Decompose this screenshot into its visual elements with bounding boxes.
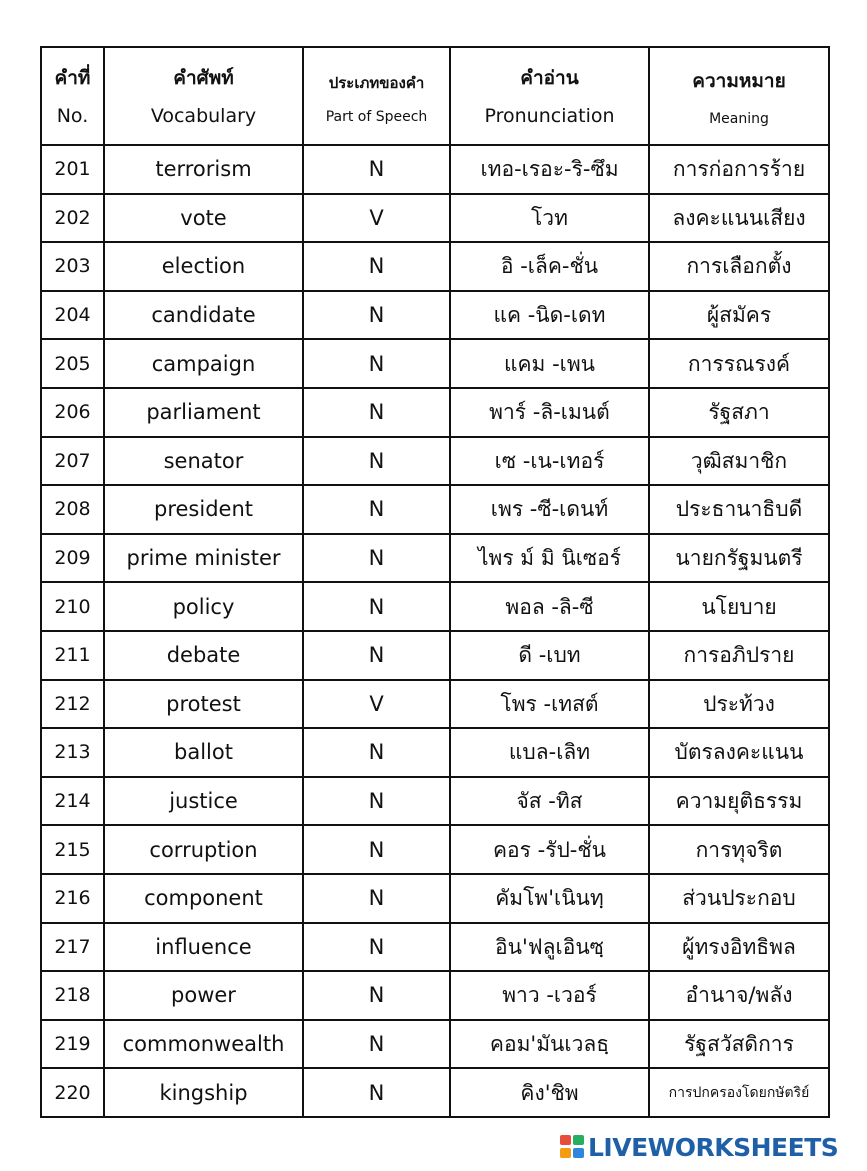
row-number: 219	[41, 1020, 104, 1069]
row-vocabulary: parliament	[104, 388, 303, 437]
row-meaning: รัฐสวัสดิการ	[649, 1020, 829, 1069]
row-pronunciation: ดี -เบท	[450, 631, 649, 680]
row-number: 215	[41, 825, 104, 874]
row-meaning: การก่อการร้าย	[649, 145, 829, 194]
row-pronunciation: อิน'ฟลูเอินซฺ	[450, 923, 649, 972]
row-part-of-speech: N	[303, 971, 450, 1020]
row-meaning: นายกรัฐมนตรี	[649, 534, 829, 583]
row-vocabulary: senator	[104, 437, 303, 486]
row-pronunciation: คอม'มันเวลธฺ	[450, 1020, 649, 1069]
row-pronunciation: ไพร ม์ มิ นิเซอร์	[450, 534, 649, 583]
row-part-of-speech: V	[303, 680, 450, 729]
table-row	[41, 728, 829, 777]
row-vocabulary: candidate	[104, 291, 303, 340]
row-pronunciation: เซ -เน-เทอร์	[450, 437, 649, 486]
row-number: 204	[41, 291, 104, 340]
row-part-of-speech: N	[303, 339, 450, 388]
row-pronunciation: พาร์ -ลิ-เมนต์	[450, 388, 649, 437]
row-part-of-speech: N	[303, 728, 450, 777]
table-row	[41, 534, 829, 583]
row-number: 214	[41, 777, 104, 826]
row-vocabulary: vote	[104, 194, 303, 243]
row-part-of-speech: N	[303, 582, 450, 631]
row-pronunciation: พอล -ลิ-ซี	[450, 582, 649, 631]
table-row	[41, 680, 829, 729]
liveworksheets-logo	[560, 1133, 838, 1161]
row-number: 209	[41, 534, 104, 583]
row-number: 216	[41, 874, 104, 923]
row-number: 206	[41, 388, 104, 437]
row-part-of-speech: N	[303, 291, 450, 340]
row-meaning: การปกครองโดยกษัตริย์	[649, 1068, 829, 1117]
table-row	[41, 825, 829, 874]
row-vocabulary: commonwealth	[104, 1020, 303, 1069]
table-row	[41, 874, 829, 923]
row-pronunciation: แค -นิด-เดท	[450, 291, 649, 340]
row-vocabulary: kingship	[104, 1068, 303, 1117]
table-row	[41, 339, 829, 388]
row-number: 201	[41, 145, 104, 194]
row-meaning: ผู้สมัคร	[649, 291, 829, 340]
row-meaning: ประธานาธิบดี	[649, 485, 829, 534]
row-number: 211	[41, 631, 104, 680]
row-meaning: ความยุติธรรม	[649, 777, 829, 826]
row-vocabulary: election	[104, 242, 303, 291]
row-pronunciation: เพร -ซี-เดนท์	[450, 485, 649, 534]
table-row	[41, 194, 829, 243]
row-part-of-speech: N	[303, 485, 450, 534]
row-vocabulary: debate	[104, 631, 303, 680]
row-vocabulary: protest	[104, 680, 303, 729]
row-pronunciation: โวท	[450, 194, 649, 243]
header-number: คำที่ No.	[41, 47, 104, 145]
row-meaning: ผู้ทรงอิทธิพล	[649, 923, 829, 972]
row-number: 218	[41, 971, 104, 1020]
row-part-of-speech: N	[303, 437, 450, 486]
row-pronunciation: คิง'ชิพ	[450, 1068, 649, 1117]
row-number: 217	[41, 923, 104, 972]
row-pronunciation: แคม -เพน	[450, 339, 649, 388]
liveworksheets-icon	[560, 1135, 586, 1159]
header-vocabulary: คำศัพท์ Vocabulary	[104, 47, 303, 145]
row-vocabulary: justice	[104, 777, 303, 826]
row-number: 207	[41, 437, 104, 486]
row-pronunciation: แบล-เลิท	[450, 728, 649, 777]
row-part-of-speech: N	[303, 145, 450, 194]
row-pronunciation: จัส -ทิส	[450, 777, 649, 826]
row-number: 202	[41, 194, 104, 243]
row-part-of-speech: N	[303, 825, 450, 874]
row-meaning: อำนาจ/พลัง	[649, 971, 829, 1020]
header-meaning: ความหมาย Meaning	[649, 47, 829, 145]
row-meaning: การเลือกตั้ง	[649, 242, 829, 291]
row-meaning: บัตรลงคะแนน	[649, 728, 829, 777]
row-number: 203	[41, 242, 104, 291]
table-row	[41, 145, 829, 194]
row-meaning: ส่วนประกอบ	[649, 874, 829, 923]
row-vocabulary: terrorism	[104, 145, 303, 194]
table-row	[41, 582, 829, 631]
row-part-of-speech: N	[303, 534, 450, 583]
table-body	[41, 145, 829, 1117]
row-meaning: ประท้วง	[649, 680, 829, 729]
table-row	[41, 437, 829, 486]
row-part-of-speech: N	[303, 874, 450, 923]
row-pronunciation: พาว -เวอร์	[450, 971, 649, 1020]
row-part-of-speech: N	[303, 1068, 450, 1117]
row-meaning: รัฐสภา	[649, 388, 829, 437]
row-pronunciation: เทอ-เรอะ-ริ-ซึม	[450, 145, 649, 194]
row-part-of-speech: N	[303, 631, 450, 680]
row-pronunciation: อิ -เล็ค-ชั่น	[450, 242, 649, 291]
row-meaning: นโยบาย	[649, 582, 829, 631]
row-part-of-speech: N	[303, 388, 450, 437]
table-row	[41, 631, 829, 680]
row-part-of-speech: N	[303, 1020, 450, 1069]
row-number: 208	[41, 485, 104, 534]
brand-text: LIVEWORKSHEETS	[588, 1132, 839, 1162]
row-meaning: การอภิปราย	[649, 631, 829, 680]
row-part-of-speech: N	[303, 242, 450, 291]
row-pronunciation: คัมโพ'เนินทฺ	[450, 874, 649, 923]
row-part-of-speech: N	[303, 777, 450, 826]
row-vocabulary: influence	[104, 923, 303, 972]
table-row	[41, 1020, 829, 1069]
table-row	[41, 1068, 829, 1117]
row-part-of-speech: N	[303, 923, 450, 972]
header-pronunciation: คำอ่าน Pronunciation	[450, 47, 649, 145]
table-row	[41, 291, 829, 340]
row-number: 210	[41, 582, 104, 631]
row-meaning: ลงคะแนนเสียง	[649, 194, 829, 243]
row-pronunciation: โพร -เทสต์	[450, 680, 649, 729]
table-row	[41, 242, 829, 291]
table-row	[41, 485, 829, 534]
header-part-of-speech: ประเภทของคำ Part of Speech	[303, 47, 450, 145]
row-pronunciation: คอร -รัป-ชั่น	[450, 825, 649, 874]
table-row	[41, 971, 829, 1020]
row-vocabulary: president	[104, 485, 303, 534]
row-meaning: การรณรงค์	[649, 339, 829, 388]
vocabulary-table	[40, 46, 830, 1118]
row-vocabulary: power	[104, 971, 303, 1020]
row-part-of-speech: V	[303, 194, 450, 243]
row-number: 205	[41, 339, 104, 388]
row-number: 212	[41, 680, 104, 729]
header-row	[41, 47, 829, 145]
row-number: 220	[41, 1068, 104, 1117]
row-vocabulary: corruption	[104, 825, 303, 874]
row-vocabulary: prime minister	[104, 534, 303, 583]
row-vocabulary: policy	[104, 582, 303, 631]
table-row	[41, 923, 829, 972]
row-meaning: วุฒิสมาชิก	[649, 437, 829, 486]
row-meaning: การทุจริต	[649, 825, 829, 874]
table-row	[41, 388, 829, 437]
row-vocabulary: component	[104, 874, 303, 923]
row-vocabulary: campaign	[104, 339, 303, 388]
row-number: 213	[41, 728, 104, 777]
row-vocabulary: ballot	[104, 728, 303, 777]
table-row	[41, 777, 829, 826]
